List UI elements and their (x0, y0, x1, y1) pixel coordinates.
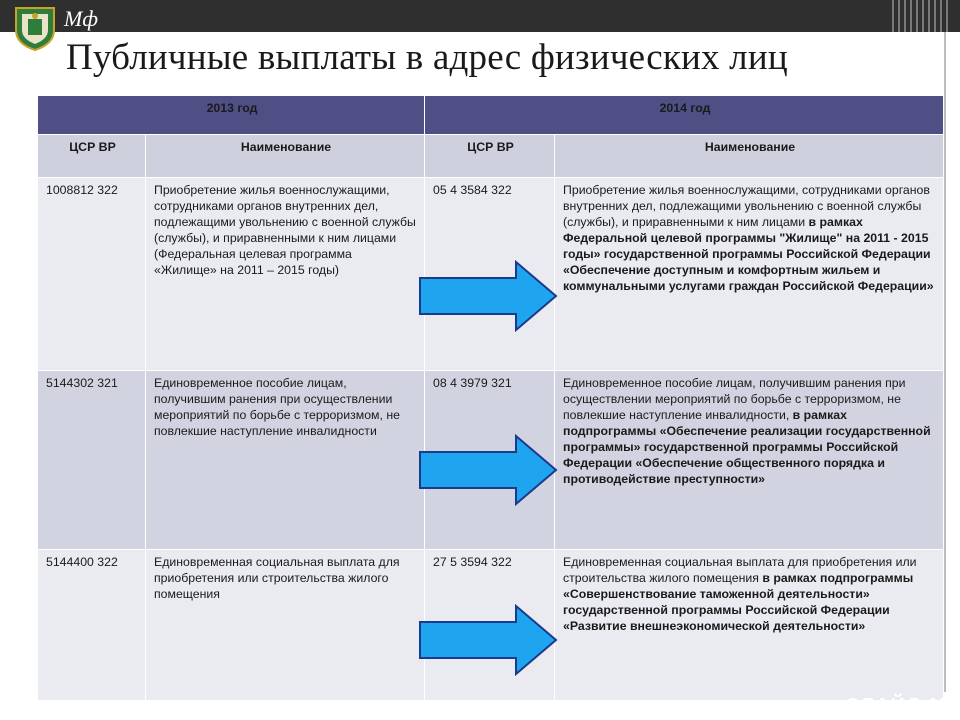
column-header-row (38, 135, 944, 178)
name-2014-plain: Единовременное пособие лицам, получившим ранения при осуществлении мероприятий по борьбе с терроризмом, не повлекшие наступление инвалидности, (563, 376, 906, 422)
right-arrow-icon (418, 434, 558, 506)
name-2014-cell (555, 178, 944, 371)
column-header-code-2013: ЦСР ВР (38, 135, 146, 178)
code-2013-cell: 5144302 321 (38, 371, 146, 550)
name-2014-bold: в рамках Федеральной целевой программы "Жилище" на 2011 - 2015 годы» государственной программы Российской Федерации «Обеспечение доступным и комфортным жильем и коммунальными услугами граждан Российской Федерации» (563, 215, 934, 293)
code-2013-cell: 5144400 322 (38, 550, 146, 701)
name-2014-cell (555, 550, 944, 701)
decorative-rule (944, 32, 946, 692)
brand-logo-text: Мф (64, 6, 98, 31)
code-2013-cell: 1008812 322 (38, 178, 146, 371)
code-2014-cell: 27 5 3594 322 (425, 550, 555, 701)
name-2014-cell (555, 371, 944, 550)
name-2014-bold: в рамках подпрограммы «Обеспечение реализации государственной программы» государственной программы Российской Федерации «Обеспечение общественного порядка и противодействие преступности» (563, 408, 931, 486)
column-header-code-2014: ЦСР ВР (425, 135, 555, 178)
right-arrow-icon (418, 604, 558, 676)
slide-number: СЛАЙД 17 (845, 695, 952, 717)
code-2014-cell: 08 4 3979 321 (425, 371, 555, 550)
year-2014-header: 2014 год (425, 96, 944, 135)
name-2014-plain: Приобретение жилья военнослужащими, сотрудниками органов внутренних дел, подлежащими увольнению с военной службы (службы), и приравненными к ним лицами (563, 183, 930, 229)
name-2013-cell: Приобретение жилья военнослужащими, сотрудниками органов внутренних дел, подлежащими увольнению с военной службы (службы), и приравненными к ним лицами (Федеральная целевая программа «Жилище» на 2011 – 2015 годы) (146, 178, 425, 371)
top-bar (0, 0, 960, 32)
page-title: Публичные выплаты в адрес физических лиц (66, 37, 788, 78)
year-2013-header: 2013 год (38, 96, 425, 135)
name-2014-plain: Единовременная социальная выплата для приобретения или строительства жилого помещения (563, 555, 917, 585)
name-2013-cell: Единовременное пособие лицам, получившим ранения при осуществлении мероприятий по борьбе с терроризмом, не повлекшие наступление инвалидности (146, 371, 425, 550)
code-2014-cell: 05 4 3584 322 (425, 178, 555, 371)
name-2013-cell: Единовременная социальная выплата для приобретения или строительства жилого помещения (146, 550, 425, 701)
column-header-name-2013: Наименование (146, 135, 425, 178)
right-arrow-icon (418, 260, 558, 332)
top-bar-stripes (892, 0, 952, 32)
name-2014-bold: в рамках подпрограммы «Совершенствование таможенной деятельности» государственной программы Российской Федерации «Развитие внешнеэкономической деятельности» (563, 571, 914, 633)
year-header-row (38, 96, 944, 135)
coat-of-arms-icon (12, 2, 58, 52)
column-header-name-2014: Наименование (555, 135, 944, 178)
